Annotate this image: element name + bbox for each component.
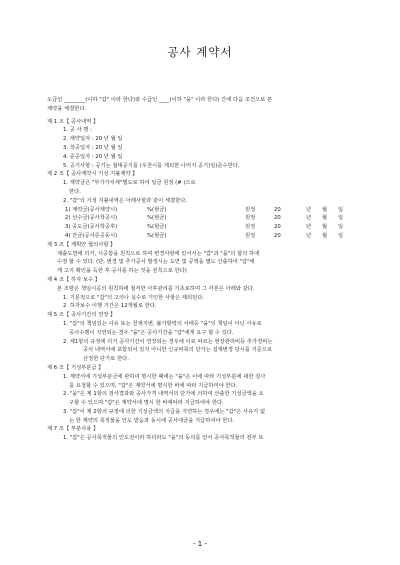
article-1-item: 2. 계약일자 : 20 년 월 일 [63, 136, 123, 143]
article-1-item: 1. 공 사 명 : [63, 127, 92, 134]
payment-month-unit: 월 [322, 232, 328, 239]
payment-month-unit: 월 [322, 215, 328, 222]
article-3-heading: 제 3 조【 계획안 협의사항 】 [47, 241, 116, 248]
intro-line: 계약을 체결한다. [47, 105, 87, 112]
contract-body [47, 96, 352, 443]
article-5-item-cont: 산정한 단가로 한다. [83, 356, 129, 363]
article-1-item: 4. 준공일자 : 20 년 월 일 [63, 153, 123, 160]
article-1-item: 5. 공기사항 : 공기는 철대공기를 (우천시를 제외한 나머지 공기)임)준수한다. [63, 162, 240, 169]
payment-year: 20 [274, 206, 281, 213]
article-4-line: 1. 기문적으로 "갑"의 고의나 실수로 기인한 사항은 제외된다. [63, 294, 205, 301]
article-6-item: 1. 계약서에 기성부분금에 관하여 명시한 때에는 "을"은 이에 따라 기성부분에 대한 검사 [63, 373, 266, 380]
payment-label: 3) 중도금(공사착공후) [65, 224, 118, 231]
payment-year-unit: 년 [306, 224, 312, 231]
article-3-line: 제출도면에 의거, 시공함을 원칙으로 하며 변경사항에 있어서는 "갑"과 "을"의 합의 하에 [57, 250, 260, 257]
article-1-item: 3. 착공일자 : 20 년 월 일 [63, 144, 123, 151]
payment-year-unit: 년 [306, 215, 312, 222]
payment-year-unit: 년 [306, 232, 312, 239]
article-4-heading: 제 4 조【 하자 보수 】 [47, 276, 101, 283]
intro-line: 도급인 ________(이하 "갑" 이라 한다)와 수급인 ____(이하 "을" 이라 한다) 간에 다음 조건으로 본 [47, 97, 273, 103]
article-6-item-cont: 구할 수 있으며 "갑"은 계약서에 명시 한 바에따라 지급하여야 한다. [69, 400, 224, 407]
article-6-item: 2. "을"은 제 1항의 검사결과와 공사가격 내역서의 단가에 의하여 산출한 기성금액을 요 [63, 391, 264, 398]
page-number: - 1 - [193, 540, 207, 548]
article-5-item-cont: 공사 내역서에 포함되어 있지 아니한 신규비목의 단가는 설계변경 당시를 기준으로 [83, 347, 273, 354]
payment-schedule-row [47, 214, 352, 223]
article-6-item-cont: 는 한 계약의 목적물을 인도 받음과 동시에 공사대금을 지급하여야 한다. [69, 417, 235, 424]
payment-percent: %(현금) [147, 224, 167, 231]
article-5-item: 2. 제1항의 규정에 의거 공사기간이 연장되는 경우에 이로 따르는 현장관리비등 추가경비는 [63, 338, 273, 345]
article-2-heading: 제 2 조【 공사계약시 기성 지불계약 】 [47, 171, 138, 178]
article-3-line: 게 고지 확인을 득한 후 공사를 하는 것을 원칙으로 한다) [57, 268, 187, 275]
article-6-heading: 제 6 조【 기성부분급 】 [47, 364, 104, 371]
payment-year: 20 [274, 224, 281, 231]
article-2-item: 2. "갑"의 기성 지불내역은 아래사항과 같이 체결한다. [63, 197, 188, 204]
article-2-item-cont: 한다. [69, 188, 81, 195]
article-5-item-cont: 공사수행이 지연되는 경우 "을"은 공사기간을 "갑"에게 요구 할 수 있다. [69, 329, 234, 336]
article-1-heading: 제 1 조【 공사내역 】 [47, 118, 99, 125]
article-7-heading: 제 7 조【 부분사용 】 [47, 426, 99, 433]
payment-schedule-row [47, 206, 352, 215]
payment-won: 원정 [245, 215, 256, 222]
payment-won: 원정 [245, 206, 256, 213]
payment-year: 20 [274, 215, 281, 222]
payment-day-unit: 일 [338, 215, 344, 222]
payment-label: 4) 잔금(공사준공동시) [65, 232, 118, 239]
payment-schedule-row [47, 223, 352, 232]
payment-schedule-row [47, 232, 352, 241]
payment-percent: %(현금) [147, 206, 167, 213]
payment-won: 원정 [245, 224, 256, 231]
payment-day-unit: 일 [338, 232, 344, 239]
article-2-item: 1. 계약금은 "부가가치세"별도로 하여 일금 원정 (# )으로 [63, 180, 196, 187]
article-6-item-cont: 를 요청할 수 있으며, "갑"은 계약서에 명시한 바에 따라 지급하여야 한다. [69, 382, 238, 389]
payment-day-unit: 일 [338, 224, 344, 231]
article-4-line: 2. 하자보수 이행 기간은 12개월로 한다. [63, 303, 157, 310]
payment-label: 2) 선수금(공사착공시) [65, 215, 118, 222]
article-3-line: 수정 할 수 있다. (단, 변경 및 추가공사 발생시는 도면 및 공액을 별도 산출하여 "갑"에 [57, 259, 255, 266]
page-title: 공사 계약서 [167, 45, 233, 59]
payment-month-unit: 월 [322, 206, 328, 213]
payment-month-unit: 월 [322, 224, 328, 231]
payment-day-unit: 일 [338, 206, 344, 213]
payment-label: 1) 계약금(공사계약시) [65, 206, 118, 213]
payment-won: 원정 [245, 232, 256, 239]
payment-percent: %(현금) [147, 232, 167, 239]
payment-year-unit: 년 [306, 206, 312, 213]
payment-percent: %(현금) [147, 215, 167, 222]
article-5-item: 1. "갑"의 책임있는 사유 또는 천재지변, 불가항력의 사태등 "을"의 책임이 아닌 사유로 [63, 320, 262, 327]
article-5-heading: 제 5 조【 공사기간의 연장 】 [47, 312, 116, 319]
article-4-line: 본 조항은 책임시공의 원칙하에 철저한 사후관리를 기초로하며 그 각론은 아래와 같다. [57, 285, 255, 292]
article-6-item: 3. "갑"이 제 2항의 규정에 의한 기성금액의 지급을 지연하는 경우에는 "갑"은 사유가 없 [63, 408, 266, 415]
payment-year: 20 [274, 232, 281, 239]
article-7-item: 1. "갑"은 공사목적물의 인도전이라 하더라도 "을"의 동의를 얻어 공사목적물의 전부 또 [63, 435, 264, 442]
